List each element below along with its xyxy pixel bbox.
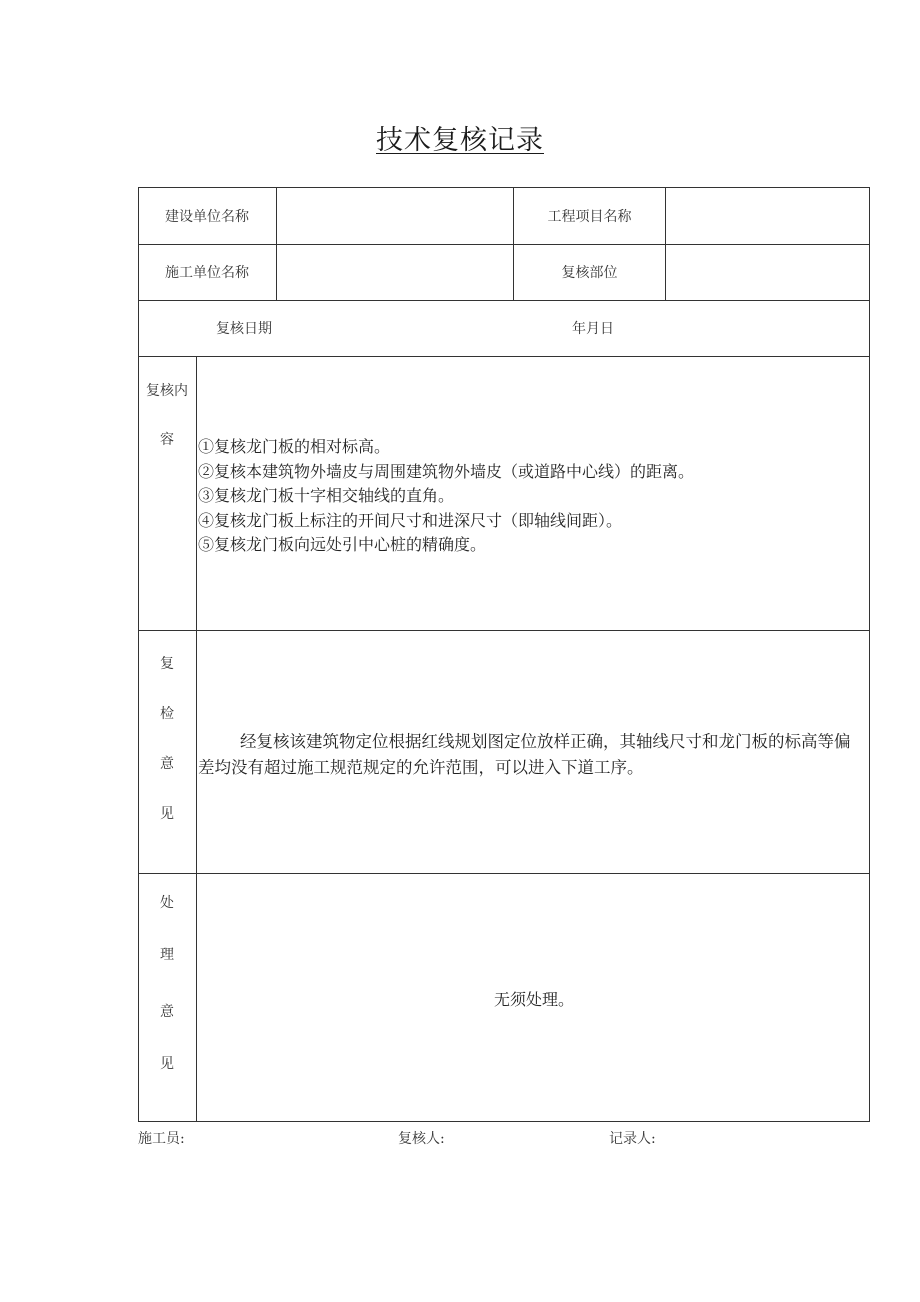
label-review-content-line2: 容 [160,432,174,448]
field-contractor-name[interactable] [277,244,513,300]
footer-recorder-label: 记录人: [609,1131,656,1147]
label-recheck-char-4: 见 [160,806,174,822]
list-item: ④复核龙门板上标注的开间尺寸和进深尺寸（即轴线间距）。 [198,510,623,530]
list-item: ③复核龙门板十字相交轴线的直角。 [198,486,455,505]
record-table [138,187,870,1122]
label-project-name: 工程项目名称 [547,208,632,225]
label-recheck-char-3: 意 [160,756,174,772]
list-item: ②复核本建筑物外墙皮与周围建筑物外墙皮（或道路中心线）的距离。 [198,461,695,481]
field-project-name[interactable] [666,187,869,244]
field-review-date[interactable]: 年月日 [572,321,614,337]
recheck-opinion-text: 经复核该建筑物定位根据红线规划图定位放样正确，其轴线尺寸和龙门板的标高等偏差均没有超过施工规范规定的允许范围，可以进入下道工序。 [198,732,851,777]
label-review-location: 复核部位 [561,265,618,281]
footer-reviewer-label: 复核人: [398,1131,445,1147]
label-review-date: 复核日期 [216,321,272,337]
label-handling-char-4: 见 [160,1056,174,1072]
label-recheck-char-1: 复 [160,656,174,672]
label-client-name: 建设单位名称 [165,208,249,225]
label-handling-char-2: 理 [160,947,174,963]
list-item: ⑤复核龙门板向远处引中心桩的精确度。 [198,535,487,554]
page-title: 技术复核记录 [376,125,544,156]
label-contractor-name: 施工单位名称 [165,265,249,281]
label-handling-char-1: 处 [160,895,174,911]
field-review-location[interactable] [666,244,869,300]
footer-constructor-label: 施工员: [138,1131,185,1147]
list-item: ①复核龙门板的相对标高。 [198,437,391,456]
review-items-list [198,435,694,558]
field-client-name[interactable] [277,187,513,244]
label-review-content-line1: 复核内 [146,383,188,399]
label-recheck-char-2: 检 [160,706,174,722]
handling-opinion-text: 无须处理。 [493,990,574,1009]
label-handling-char-3: 意 [160,1004,174,1020]
